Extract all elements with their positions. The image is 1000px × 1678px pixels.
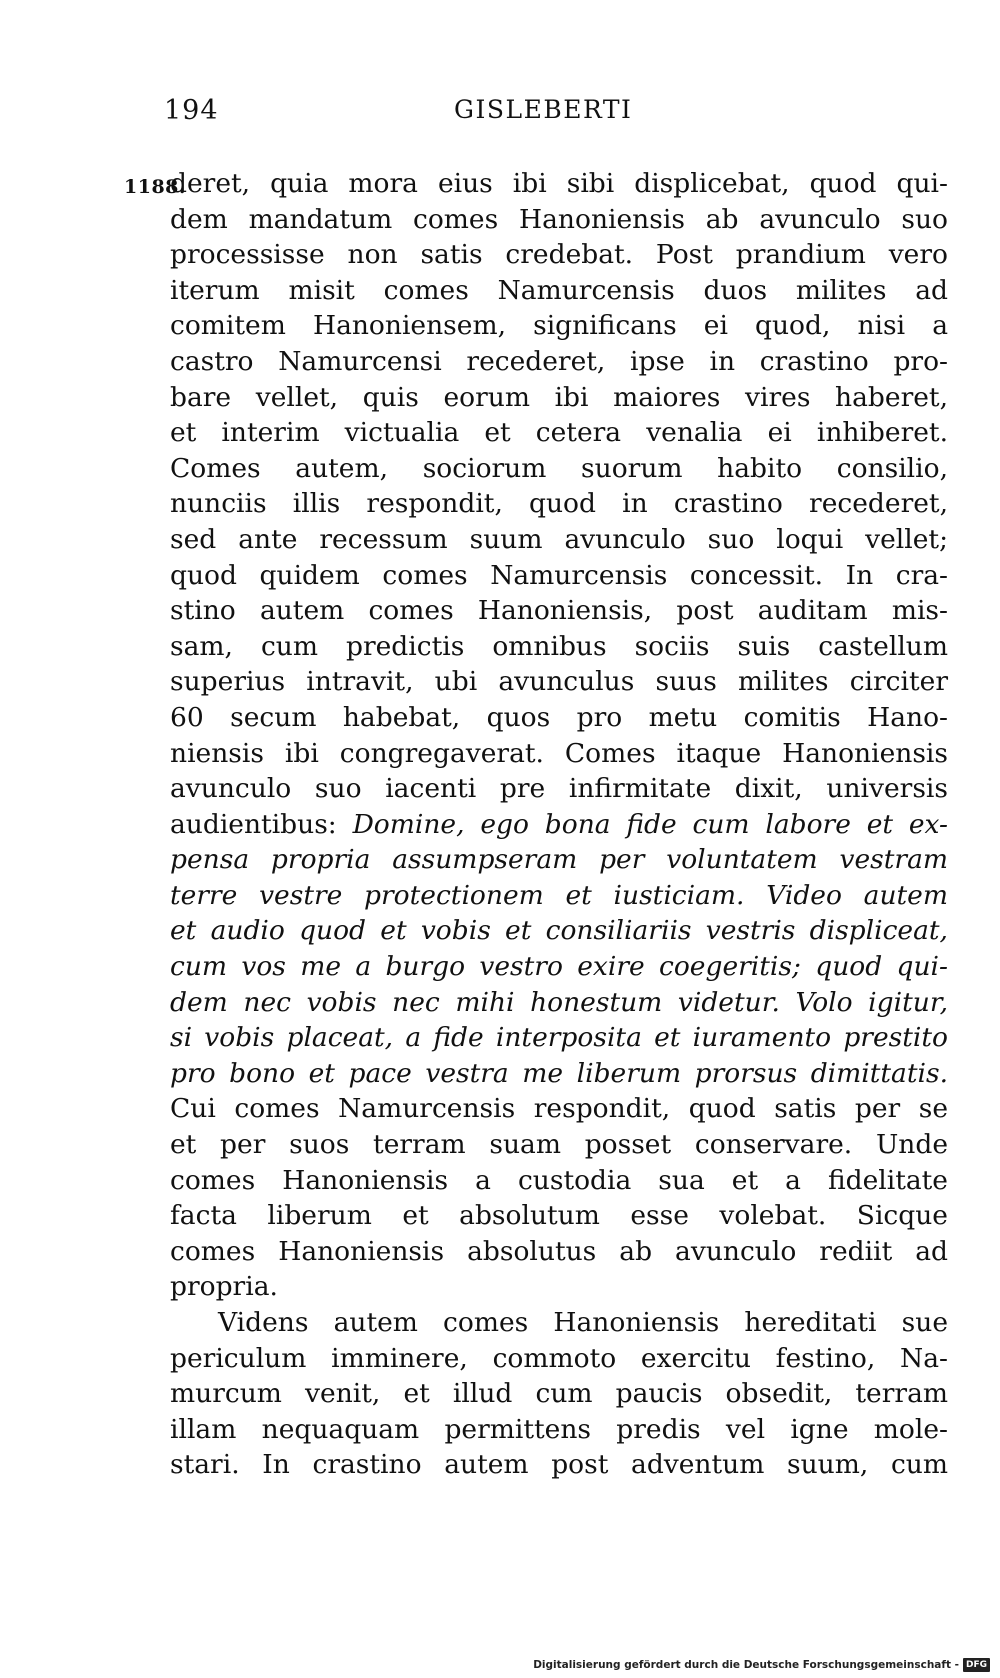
text-line: stino autem comes Hanoniensis, post auditam mis- xyxy=(170,595,948,627)
text-line: Comes autem, sociorum suorum habito consilio, xyxy=(170,452,948,484)
text-line: niensis ibi congregaverat. Comes itaque Hanoniensis xyxy=(170,737,948,769)
text-line: iterum misit comes Namurcensis duos milites ad xyxy=(170,274,948,306)
text-line: et per suos terram suam posset conservare. Unde xyxy=(170,1129,948,1161)
text-line: dem nec vobis nec mihi honestum videtur. Volo igitur, xyxy=(170,986,948,1018)
body-text xyxy=(170,166,948,1483)
text-line: sam, cum predictis omnibus sociis suis castellum xyxy=(170,630,948,662)
text-line: 60 secum habebat, quos pro metu comitis Hano- xyxy=(170,701,948,733)
text-line: illam nequaquam permittens predis vel igne mole- xyxy=(170,1413,948,1445)
text-line xyxy=(170,807,948,843)
text-line: processisse non satis credebat. Post prandium vero xyxy=(170,239,948,271)
dfg-logo-icon: DFG xyxy=(963,1658,990,1672)
text-line: propria. xyxy=(170,1271,278,1303)
text-line: stari. In crastino autem post adventum suum, cum xyxy=(170,1449,948,1481)
text-line: et interim victualia et cetera venalia ei inhiberet. xyxy=(170,417,948,449)
text-line: Videns autem comes Hanoniensis hereditati sue xyxy=(218,1307,948,1338)
text-line: castro Namurcensi recederet, ipse in crastino pro- xyxy=(170,345,948,377)
text-line: terre vestre protectionem et iusticiam. Video autem xyxy=(170,879,948,911)
text-line: comes Hanoniensis absolutus ab avunculo rediit ad xyxy=(170,1235,948,1267)
margin-year-note: 1188. xyxy=(124,176,186,198)
text-line: avunculo suo iacenti pre infirmitate dixit, universis xyxy=(170,773,948,805)
text-line: comes Hanoniensis a custodia sua et a fidelitate xyxy=(170,1164,948,1196)
text-line: facta liberum et absolutum esse volebat. Sicque xyxy=(170,1200,948,1232)
text-line: cum vos me a burgo vestro exire coegeritis; quod qui- xyxy=(170,951,948,983)
text-line: bare vellet, quis eorum ibi maiores vires haberet, xyxy=(170,381,948,413)
page-header xyxy=(164,95,764,135)
running-head: GISLEBERTI xyxy=(454,95,633,124)
text-line: periculum imminere, commoto exercitu festino, Na- xyxy=(170,1342,948,1374)
text-line-italic-part: Domine, ego bona fide cum labore et ex- xyxy=(352,808,948,840)
text-line: et audio quod et vobis et consiliariis vestris displiceat, xyxy=(170,915,948,947)
text-line: sed ante recessum suum avunculo suo loqui vellet; xyxy=(170,523,948,555)
text-line: Cui comes Namurcensis respondit, quod satis per se xyxy=(170,1093,948,1125)
text-line: comitem Hanoniensem, significans ei quod, nisi a xyxy=(170,310,948,342)
text-line-roman-part: audientibus: xyxy=(170,808,353,840)
text-line: murcum venit, et illud cum paucis obsedit, terram xyxy=(170,1378,948,1410)
digitization-footer xyxy=(533,1656,990,1674)
text-line: pensa propria assumpseram per voluntatem vestram xyxy=(170,844,948,876)
text-line: superius intravit, ubi avunculus suus milites circiter xyxy=(170,666,948,698)
text-line: quod quidem comes Namurcensis concessit. In cra- xyxy=(170,559,948,591)
page-number: 194 xyxy=(164,95,219,126)
footer-credit: Digitalisierung gefördert durch die Deutsche Forschungsgemeinschaft - xyxy=(533,1659,959,1671)
text-line: pro bono et pace vestra me liberum prorsus dimittatis. xyxy=(170,1057,948,1089)
text-line: si vobis placeat, a fide interposita et iuramento prestito xyxy=(170,1022,948,1054)
text-line: nunciis illis respondit, quod in crastino recederet, xyxy=(170,488,948,520)
text-line: deret, quia mora eius ibi sibi displicebat, quod qui- xyxy=(170,168,948,199)
text-line: dem mandatum comes Hanoniensis ab avunculo suo xyxy=(170,203,948,235)
